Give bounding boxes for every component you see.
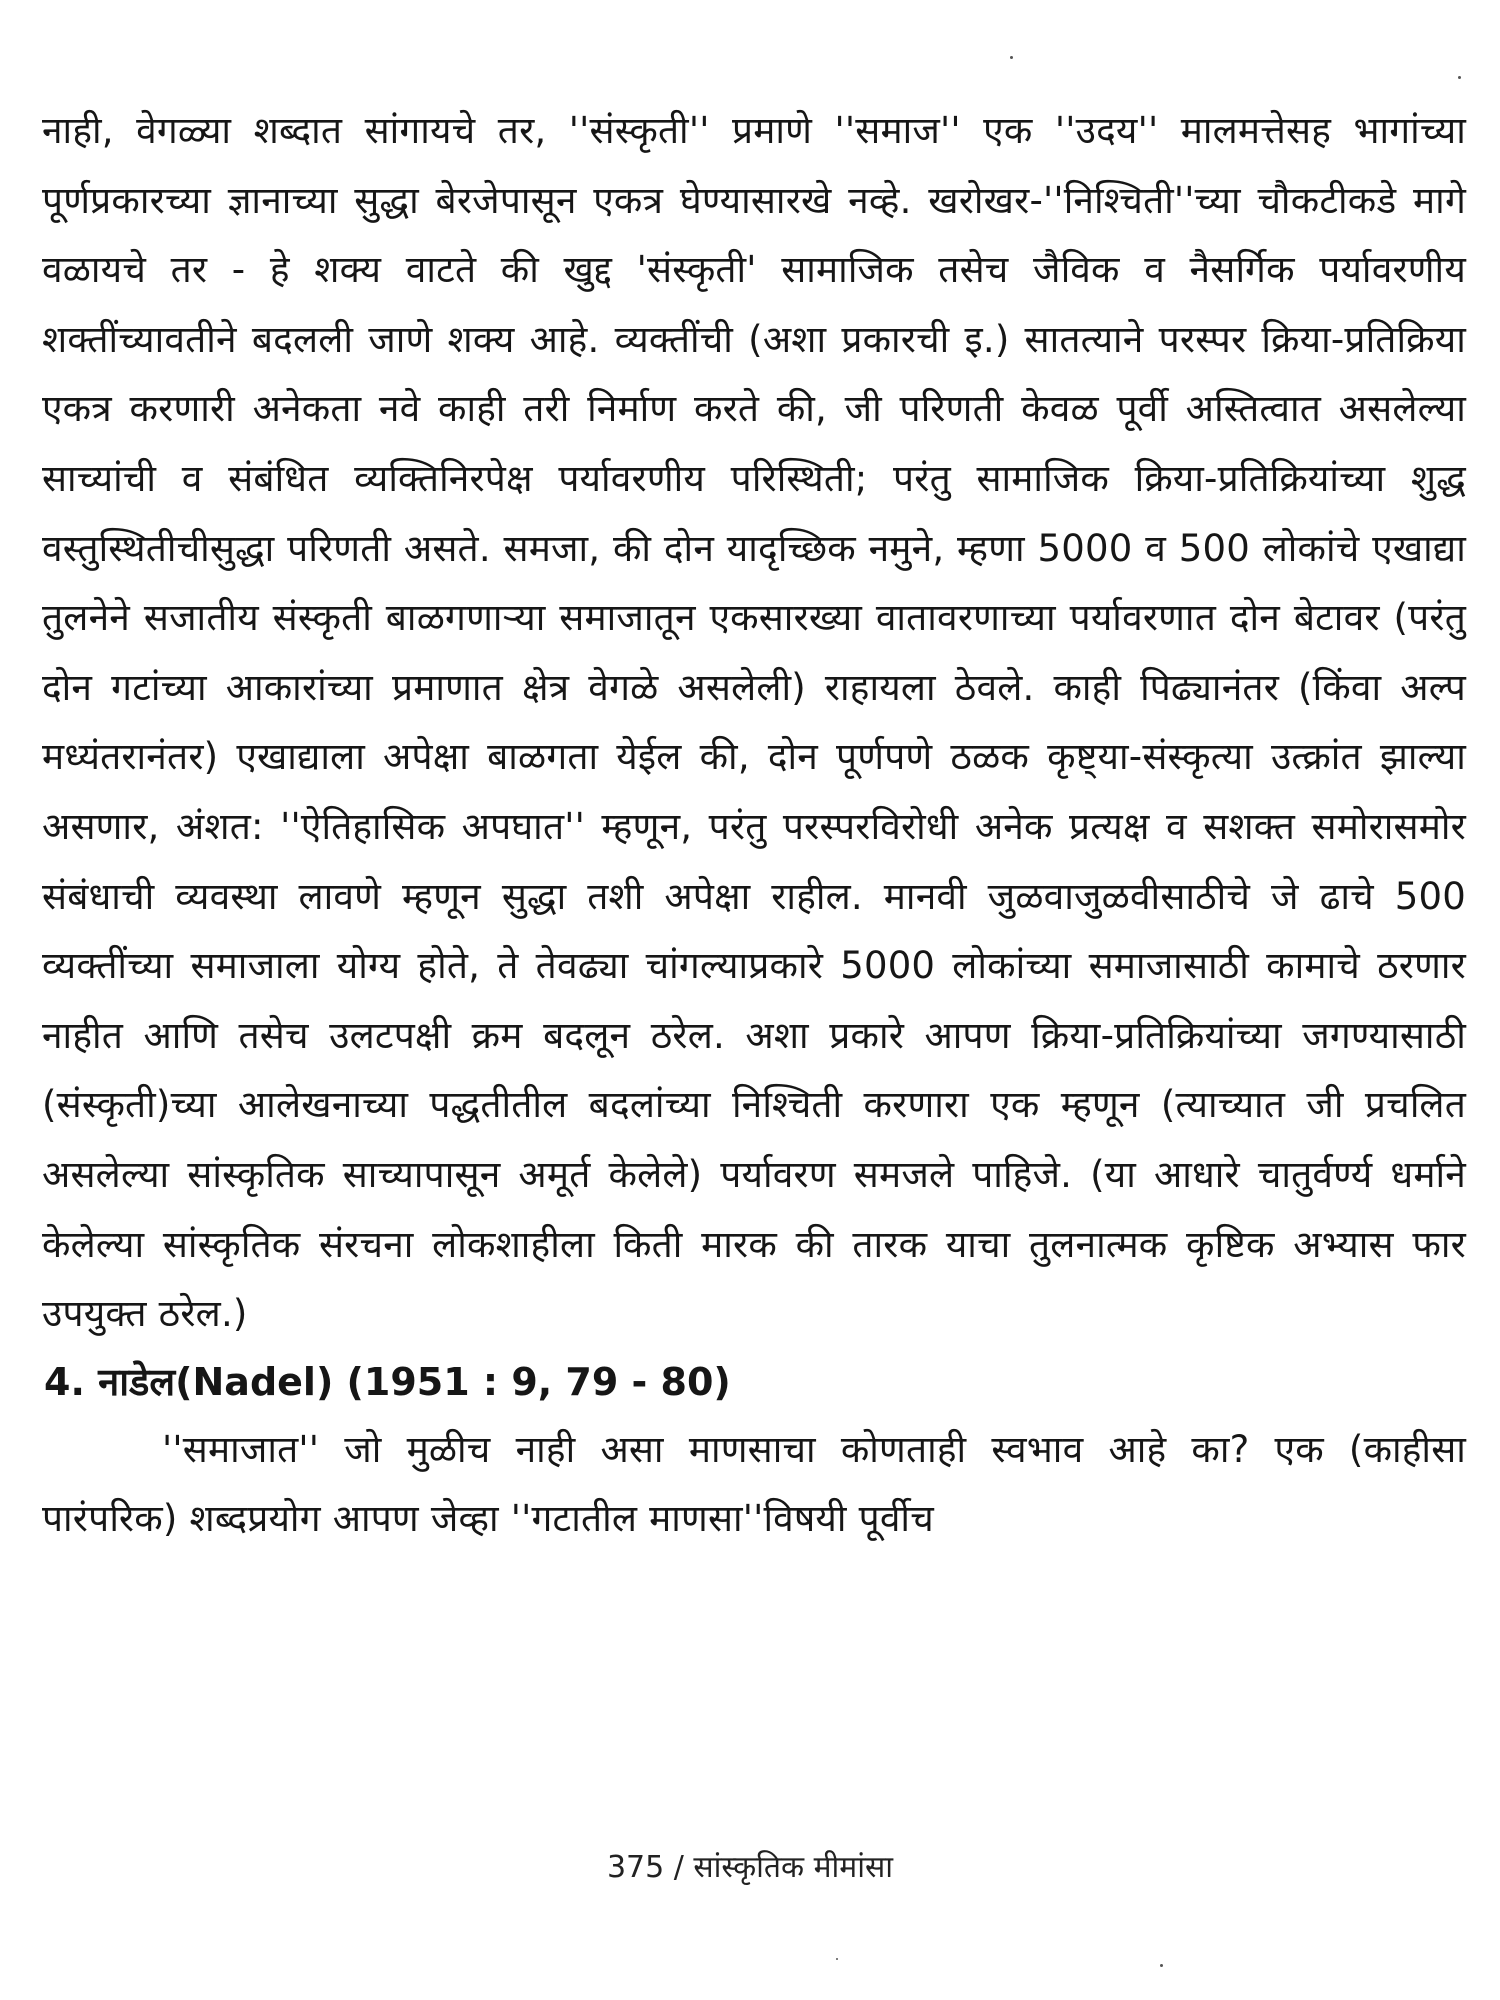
scan-speck xyxy=(836,1958,838,1960)
page-footer: 375 / सांस्कृतिक मीमांसा xyxy=(606,1850,894,1885)
body-paragraph: नाही, वेगळ्या शब्दात सांगायचे तर, ''संस्कृती'' प्रमाणे ''समाज'' एक ''उदय'' मालमत्तेसह भागांच्या पूर्णप्रकारच्या ज्ञानाच्या सुद्धा बेरजेपासून एकत्र घेण्यासारखे नव्हे. खरोखर-''निश्चिती''च्या चौकटीकडे मागे वळायचे तर - हे शक्य वाटते की खुद्द 'संस्कृती' सामाजिक तसेच जैविक व नैसर्गिक पर्यावरणीय शक्तींच्यावतीने बदलली जाणे शक्य आहे. व्यक्तींची (अशा प्रकारची इ.) सातत्याने परस्पर क्रिया-प्रतिक्रिया एकत्र करणारी अनेकता नवे काही तरी निर्माण करते की, जी परिणती केवळ पूर्वी अस्तित्वात असलेल्या साच्यांची व संबंधित व्यक्तिनिरपेक्ष पर्यावरणीय परिस्थिती; परंतु सामाजिक क्रिया-प्रतिक्रियांच्या शुद्ध वस्तुस्थितीचीसुद्धा परिणती असते. समजा, की दोन यादृच्छिक नमुने, म्हणा 5000 व 500 लोकांचे एखाद्या तुलनेने सजातीय संस्कृती बाळगणाऱ्या समाजातून एकसारख्या वातावरणाच्या पर्यावरणात दोन बेटावर (परंतु दोन गटांच्या आकारांच्या प्रमाणात क्षेत्र वेगळे असलेली) राहायला ठेवले. काही पिढ्यानंतर (किंवा अल्प मध्यंतरानंतर) एखाद्याला अपेक्षा बाळगता येईल की, दोन पूर्णपणे ठळक कृष्ट्या-संस्कृत्या उत्क्रांत झाल्या असणार, अंशत: ''ऐतिहासिक अपघात'' म्हणून, परंतु परस्परविरोधी अनेक प्रत्यक्ष व सशक्त समोरासमोर संबंधाची व्यवस्था लावणे म्हणून सुद्धा तशी अपेक्षा राहील. मानवी जुळवाजुळवीसाठीचे जे ढाचे 500 व्यक्तींच्या समाजाला योग्य होते, ते तेवढ्या चांगल्याप्रकारे 5000 लोकांच्या समाजासाठी कामाचे ठरणार नाहीत आणि तसेच उलटपक्षी क्रम बदलून ठरेल. अशा प्रकारे आपण क्रिया-प्रतिक्रियांच्या जगण्यासाठी (संस्कृती)च्या आलेखनाच्या पद्धतीतील बदलांच्या निश्चिती करणारा एक म्हणून (त्याच्यात जी प्रचलित असलेल्या सांस्कृतिक साच्यापासून अमूर्त केलेले) पर्यावरण समजले पाहिजे. (या आधारे चातुर्वर्ण्य धर्माने केलेल्या सांस्कृतिक संरचना लोकशाहीला किती मारक की तारक याचा तुलनात्मक कृष्टिक अभ्यास फार उपयुक्त ठरेल.) xyxy=(42,109,1466,1336)
section-paragraph: ''समाजात'' जो मुळीच नाही असा माणसाचा कोणताही स्वभाव आहे का? एक (काहीसा पारंपरिक) शब्दप्रयोग आपण जेव्हा ''गटातील माणसा''विषयी पूर्वीच xyxy=(42,1427,1466,1541)
scan-speck xyxy=(1010,56,1013,59)
scan-speck xyxy=(1458,76,1461,79)
page-content xyxy=(42,96,1466,1554)
section-heading: 4. नाडेल(Nadel) (1951 : 9, 79 - 80) xyxy=(44,1359,731,1404)
scan-speck xyxy=(1160,1964,1163,1967)
